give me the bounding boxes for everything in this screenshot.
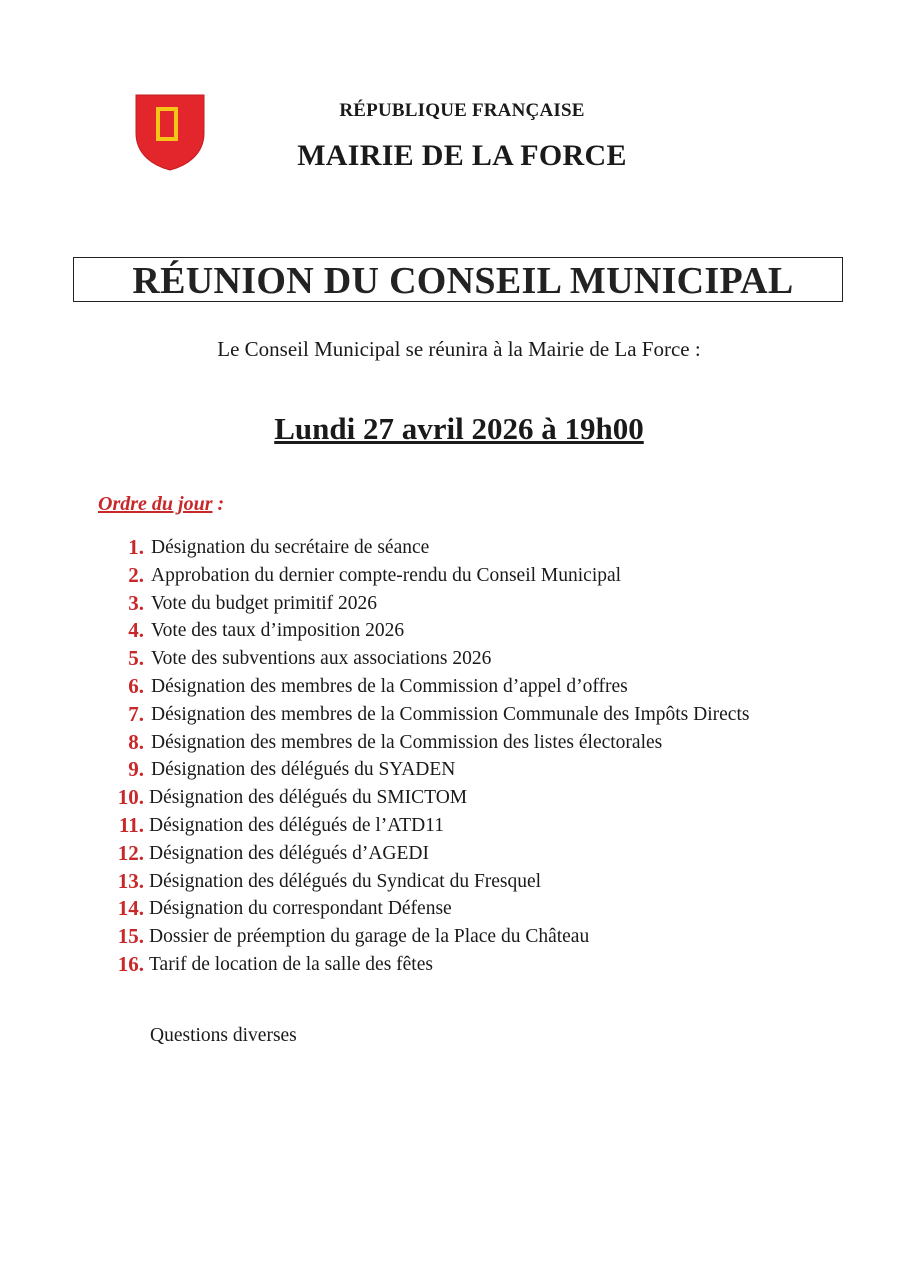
agenda-item-number: 13. (117, 868, 144, 893)
agenda-heading-suffix: : (212, 493, 225, 515)
agenda-item-text: Dossier de préemption du garage de la Place du Château (149, 926, 590, 948)
agenda-item-text: Approbation du dernier compte-rendu du Conseil Municipal (151, 564, 622, 586)
mairie-title: MAIRIE DE LA FORCE (297, 139, 627, 172)
agenda-item-number: 11. (118, 812, 144, 837)
agenda-item-number: 5. (128, 646, 144, 671)
agenda-item-number: 7. (128, 701, 144, 726)
agenda-item-number: 3. (128, 590, 144, 615)
agenda-item-text: Désignation des délégués du SMICTOM (149, 787, 468, 809)
agenda-item-number: 2. (128, 562, 144, 587)
agenda-item-text: Désignation des délégués de l’ATD11 (149, 814, 444, 836)
agenda-item-number: 8. (128, 729, 144, 754)
agenda-item-text: Vote des taux d’imposition 2026 (151, 620, 405, 642)
republic-label: RÉPUBLIQUE FRANÇAISE (339, 100, 585, 121)
agenda-item-number: 12. (117, 840, 144, 865)
agenda-item-text: Désignation du secrétaire de séance (151, 537, 430, 558)
agenda-item-number: 10. (117, 785, 144, 810)
agenda-item-text: Vote des subventions aux associations 2026 (151, 648, 492, 670)
agenda-item-number: 6. (128, 673, 144, 698)
agenda-item-text: Vote du budget primitif 2026 (151, 592, 378, 614)
agenda-item-number: 4. (128, 618, 144, 643)
agenda-item-text: Désignation des délégués d’AGEDI (149, 842, 429, 864)
agenda-item-number: 1. (128, 535, 144, 559)
agenda-heading (98, 493, 224, 516)
agenda-item-text: Désignation du correspondant Défense (149, 898, 452, 920)
agenda-item-text: Tarif de location de la salle des fêtes (149, 953, 433, 975)
agenda-item-text: Désignation des délégués du Syndicat du Fresquel (149, 870, 542, 892)
agenda-item-number: 14. (117, 896, 144, 921)
meeting-intro: Le Conseil Municipal se réunira à la Mairie de La Force : (217, 337, 701, 361)
meeting-date: Lundi 27 avril 2026 à 19h00 (274, 411, 644, 446)
agenda-item-number: 15. (117, 924, 144, 949)
meeting-title (73, 257, 843, 302)
agenda-item-text: Désignation des membres de la Commission des listes électorales (151, 731, 663, 753)
questions-diverses: Questions diverses (150, 1025, 297, 1046)
agenda-heading-label: Ordre du jour (98, 493, 213, 515)
agenda-item-text: Désignation des membres de la Commission d’appel d’offres (151, 675, 628, 697)
agenda-item-number: 9. (128, 757, 144, 782)
agenda-item-text: Désignation des membres de la Commission Communale des Impôts Directs (151, 703, 750, 725)
agenda-item-number: 16. (117, 951, 144, 976)
meeting-title-text: RÉUNION DU CONSEIL MUNICIPAL (132, 259, 794, 302)
agenda-item-text: Désignation des délégués du SYADEN (151, 759, 456, 781)
